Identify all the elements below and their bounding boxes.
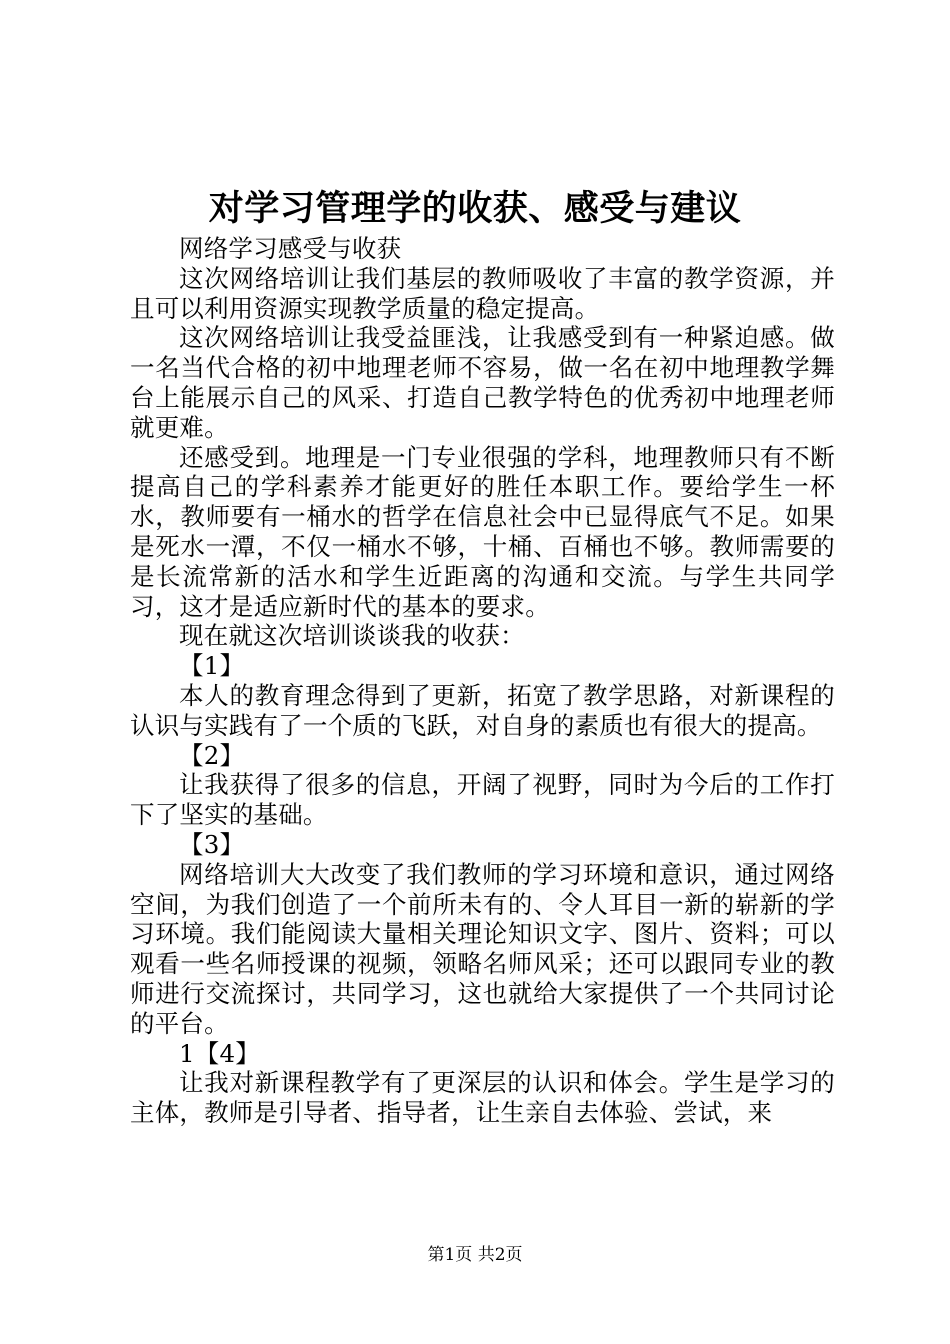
document-body [130, 234, 835, 1128]
paragraph: 现在就这次培训谈谈我的收获： [179, 621, 525, 651]
paragraph: 这次网络培训让我们基层的教师吸收了丰富的教学资源，并且可以利用资源实现教学质量的稳定提高。 [130, 263, 835, 323]
item-marker-4: 1【4】 [179, 1038, 260, 1068]
page-footer: 第1页 共2页 [427, 1245, 523, 1265]
item-marker-3: 【3】 [179, 829, 245, 859]
paragraph: 让我获得了很多的信息，开阔了视野，同时为今后的工作打下了坚实的基础。 [130, 770, 835, 830]
section-heading: 网络学习感受与收获 [179, 234, 402, 263]
item-marker-1: 【1】 [179, 651, 245, 681]
paragraph: 让我对新课程教学有了更深层的认识和体会。学生是学习的主体，教师是引导者、指导者，让生亲自去体验、尝试，来 [130, 1068, 835, 1128]
paragraph: 还感受到。地理是一门专业很强的学科，地理教师只有不断提高自己的学科素养才能更好的胜任本职工作。要给学生一杯水，教师要有一桶水的哲学在信息社会中已显得底气不足。如果是死水一潭，不仅一桶水不够，十桶、百桶也不够。教师需要的是长流常新的活水和学生近距离的沟通和交流。与学生共同学习，这才是适应新时代的基本的要求。 [130, 442, 835, 621]
paragraph: 这次网络培训让我受益匪浅，让我感受到有一种紧迫感。做一名当代合格的初中地理老师不容易，做一名在初中地理教学舞台上能展示自己的风采、打造自己教学特色的优秀初中地理老师就更难。 [130, 323, 835, 442]
paragraph: 本人的教育理念得到了更新，拓宽了教学思路，对新课程的认识与实践有了一个质的飞跃，对自身的素质也有很大的提高。 [130, 680, 835, 740]
document-title: 对学习管理学的收获、感受与建议 [208, 188, 742, 229]
paragraph: 网络培训大大改变了我们教师的学习环境和意识，通过网络空间，为我们创造了一个前所未有的、令人耳目一新的崭新的学习环境。我们能阅读大量相关理论知识文字、图片、资料；可以观看一些名师授课的视频，领略名师风采；还可以跟同专业的教师进行交流探讨，共同学习，这也就给大家提供了一个共同讨论的平台。 [130, 859, 835, 1038]
item-marker-2: 【2】 [179, 740, 245, 770]
